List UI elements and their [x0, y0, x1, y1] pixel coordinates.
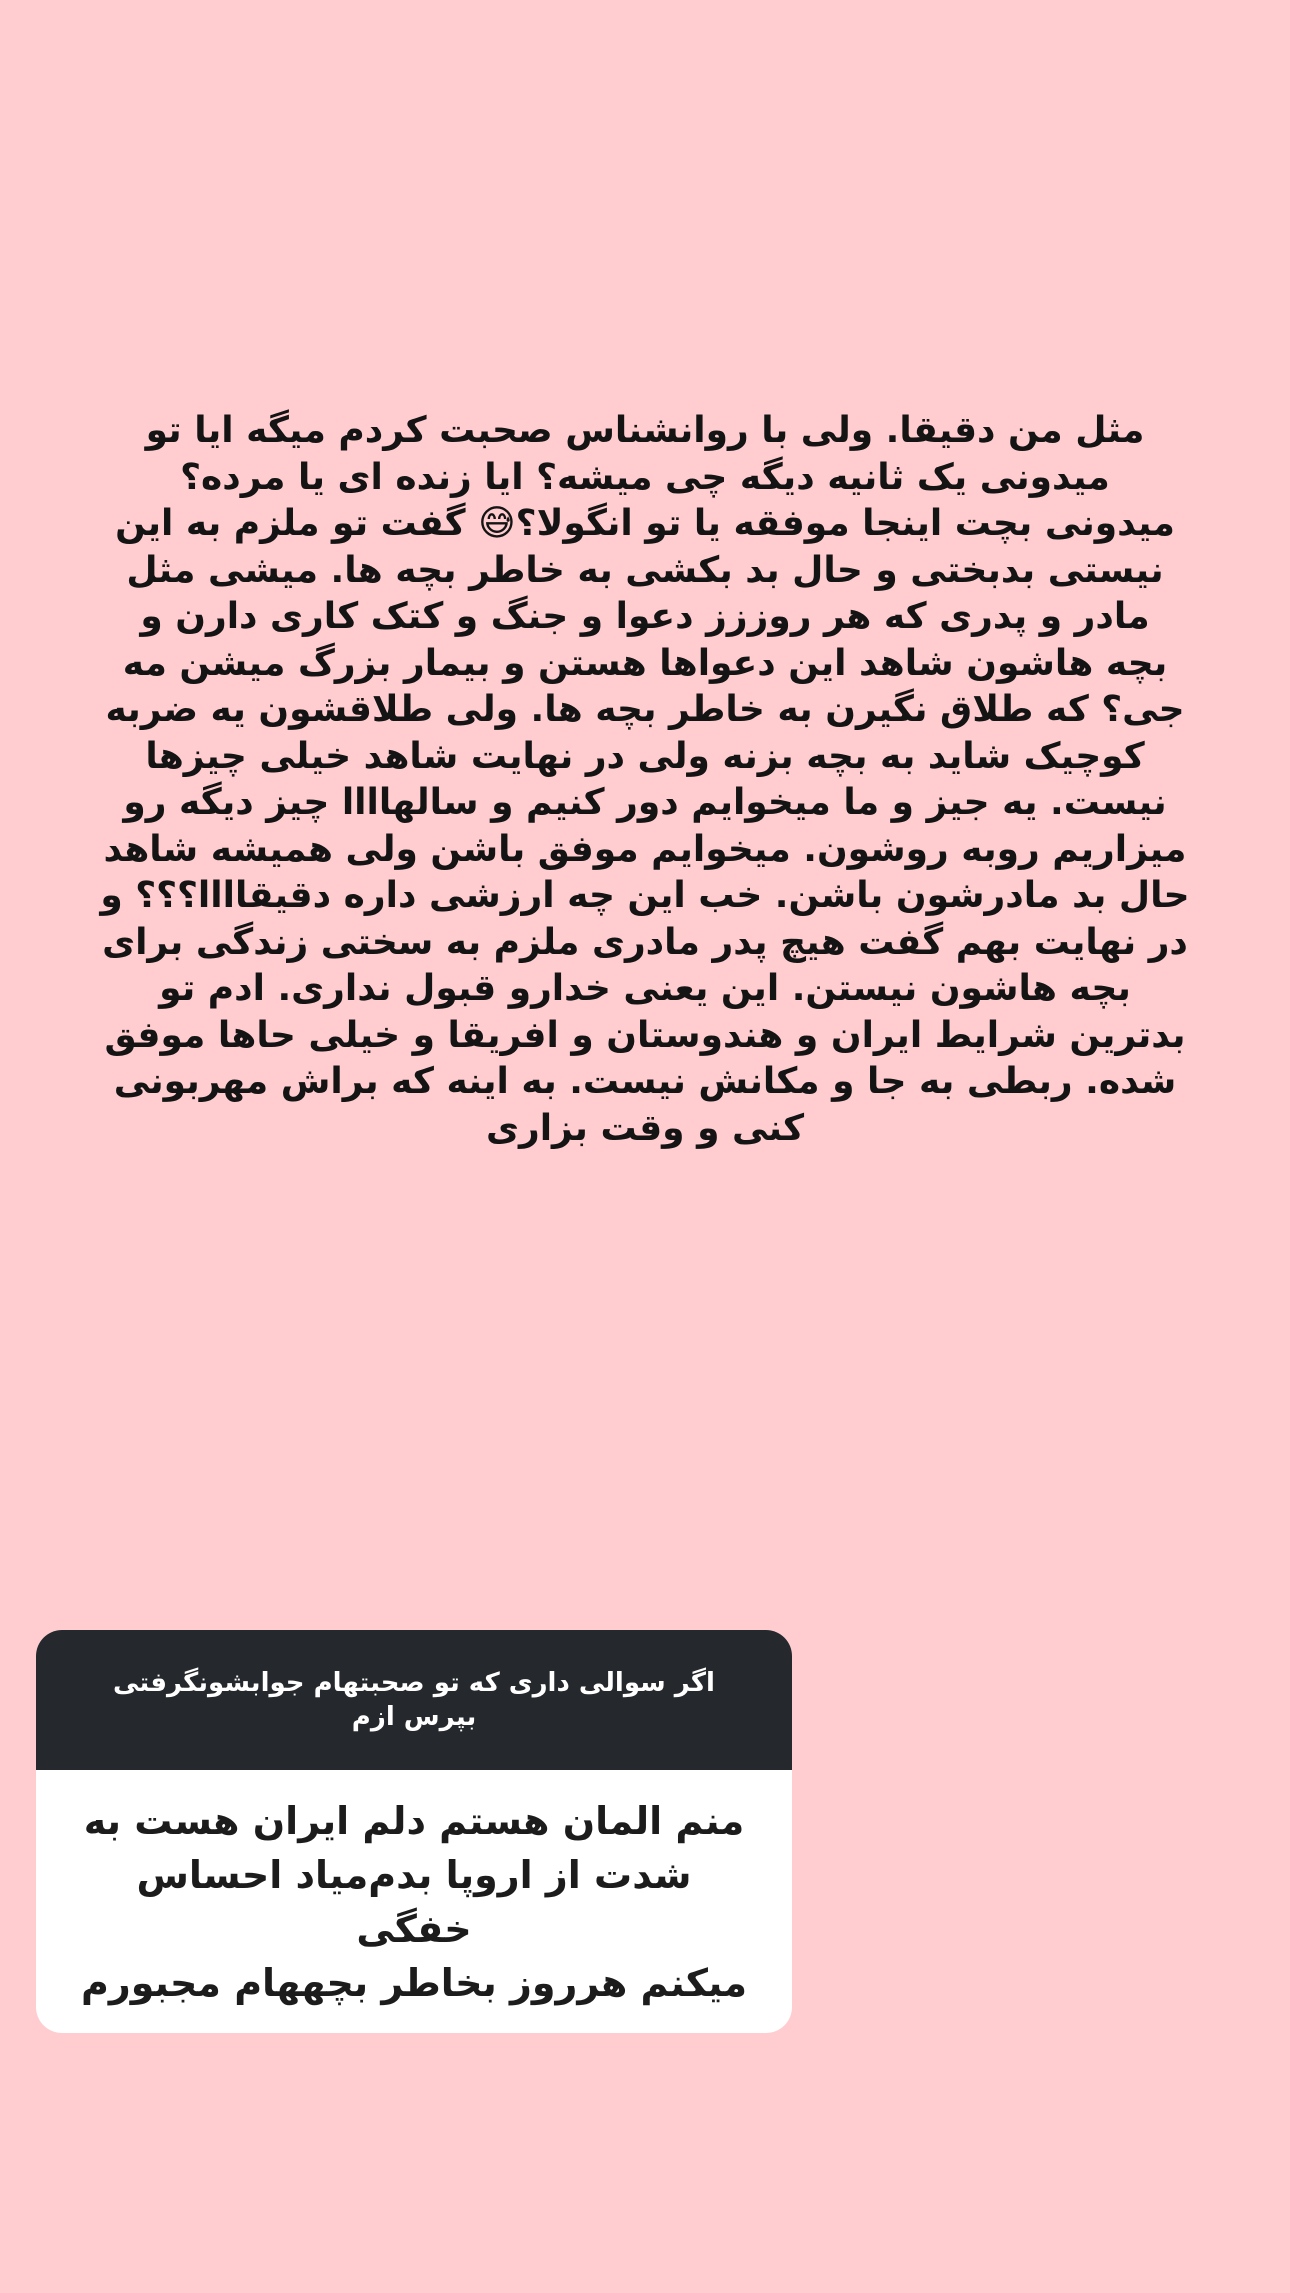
question-sticker[interactable] [36, 1630, 792, 2033]
question-sticker-body [36, 1770, 792, 2033]
question-answer: منم المان هستم دلم ایران هست به شدت از اروپا بدم‌میاد احساس خفگی میکنم هرروز بخاطر بچههام مجبورم [80, 1798, 747, 2005]
question-prompt: اگر سوالی داری که تو صحبتهام جوابشونگرفتی بپرس ازم [113, 1668, 715, 1732]
question-sticker-header [36, 1630, 792, 1770]
story-text: مثل من دقیقا. ولی با روانشناس صحبت کردم میگه ایا تو میدونی یک ثانیه دیگه چی میشه؟ ایا زنده ای یا مرده؟ میدونی بچت اینجا موفقه یا تو انگولا؟😅 گفت تو ملزم به این نیستی بدبختی و حال بد بکشی به خاطر بچه ها. میشی مثل مادر و پدری که هر روززز دعوا و جنگ و کتک کاری دارن و بچه هاشون شاهد این دعواها هستن و بیمار بزرگ میشن مه جی؟ که طلاق نگیرن به خاطر بچه ها. ولی طلاقشون یه ضربه کوچیک شاید به بچه بزنه ولی در نهایت شاهد خیلی چیزها نیست. یه جیز و ما میخوایم دور کنیم و سالهاااا چیز دیگه رو میزاریم روبه روشون. میخوایم موفق باشن ولی همیشه شاهد حال بد مادرشون باشن. خب این چه ارزشی داره دقیقاااا؟؟؟ و در نهایت بهم گفت هیچ پدر مادری ملزم به سختی زندگی برای بچه هاشون نیستن. این یعنی خدارو قبول نداری. ادم تو بدترین شرایط ایران و هندوستان و افریقا و خیلی حاها موفق شده. ربطی به جا و مکانش نیست. به اینه که براش مهربونی کنی و وقت بزاری [100, 410, 1190, 1149]
